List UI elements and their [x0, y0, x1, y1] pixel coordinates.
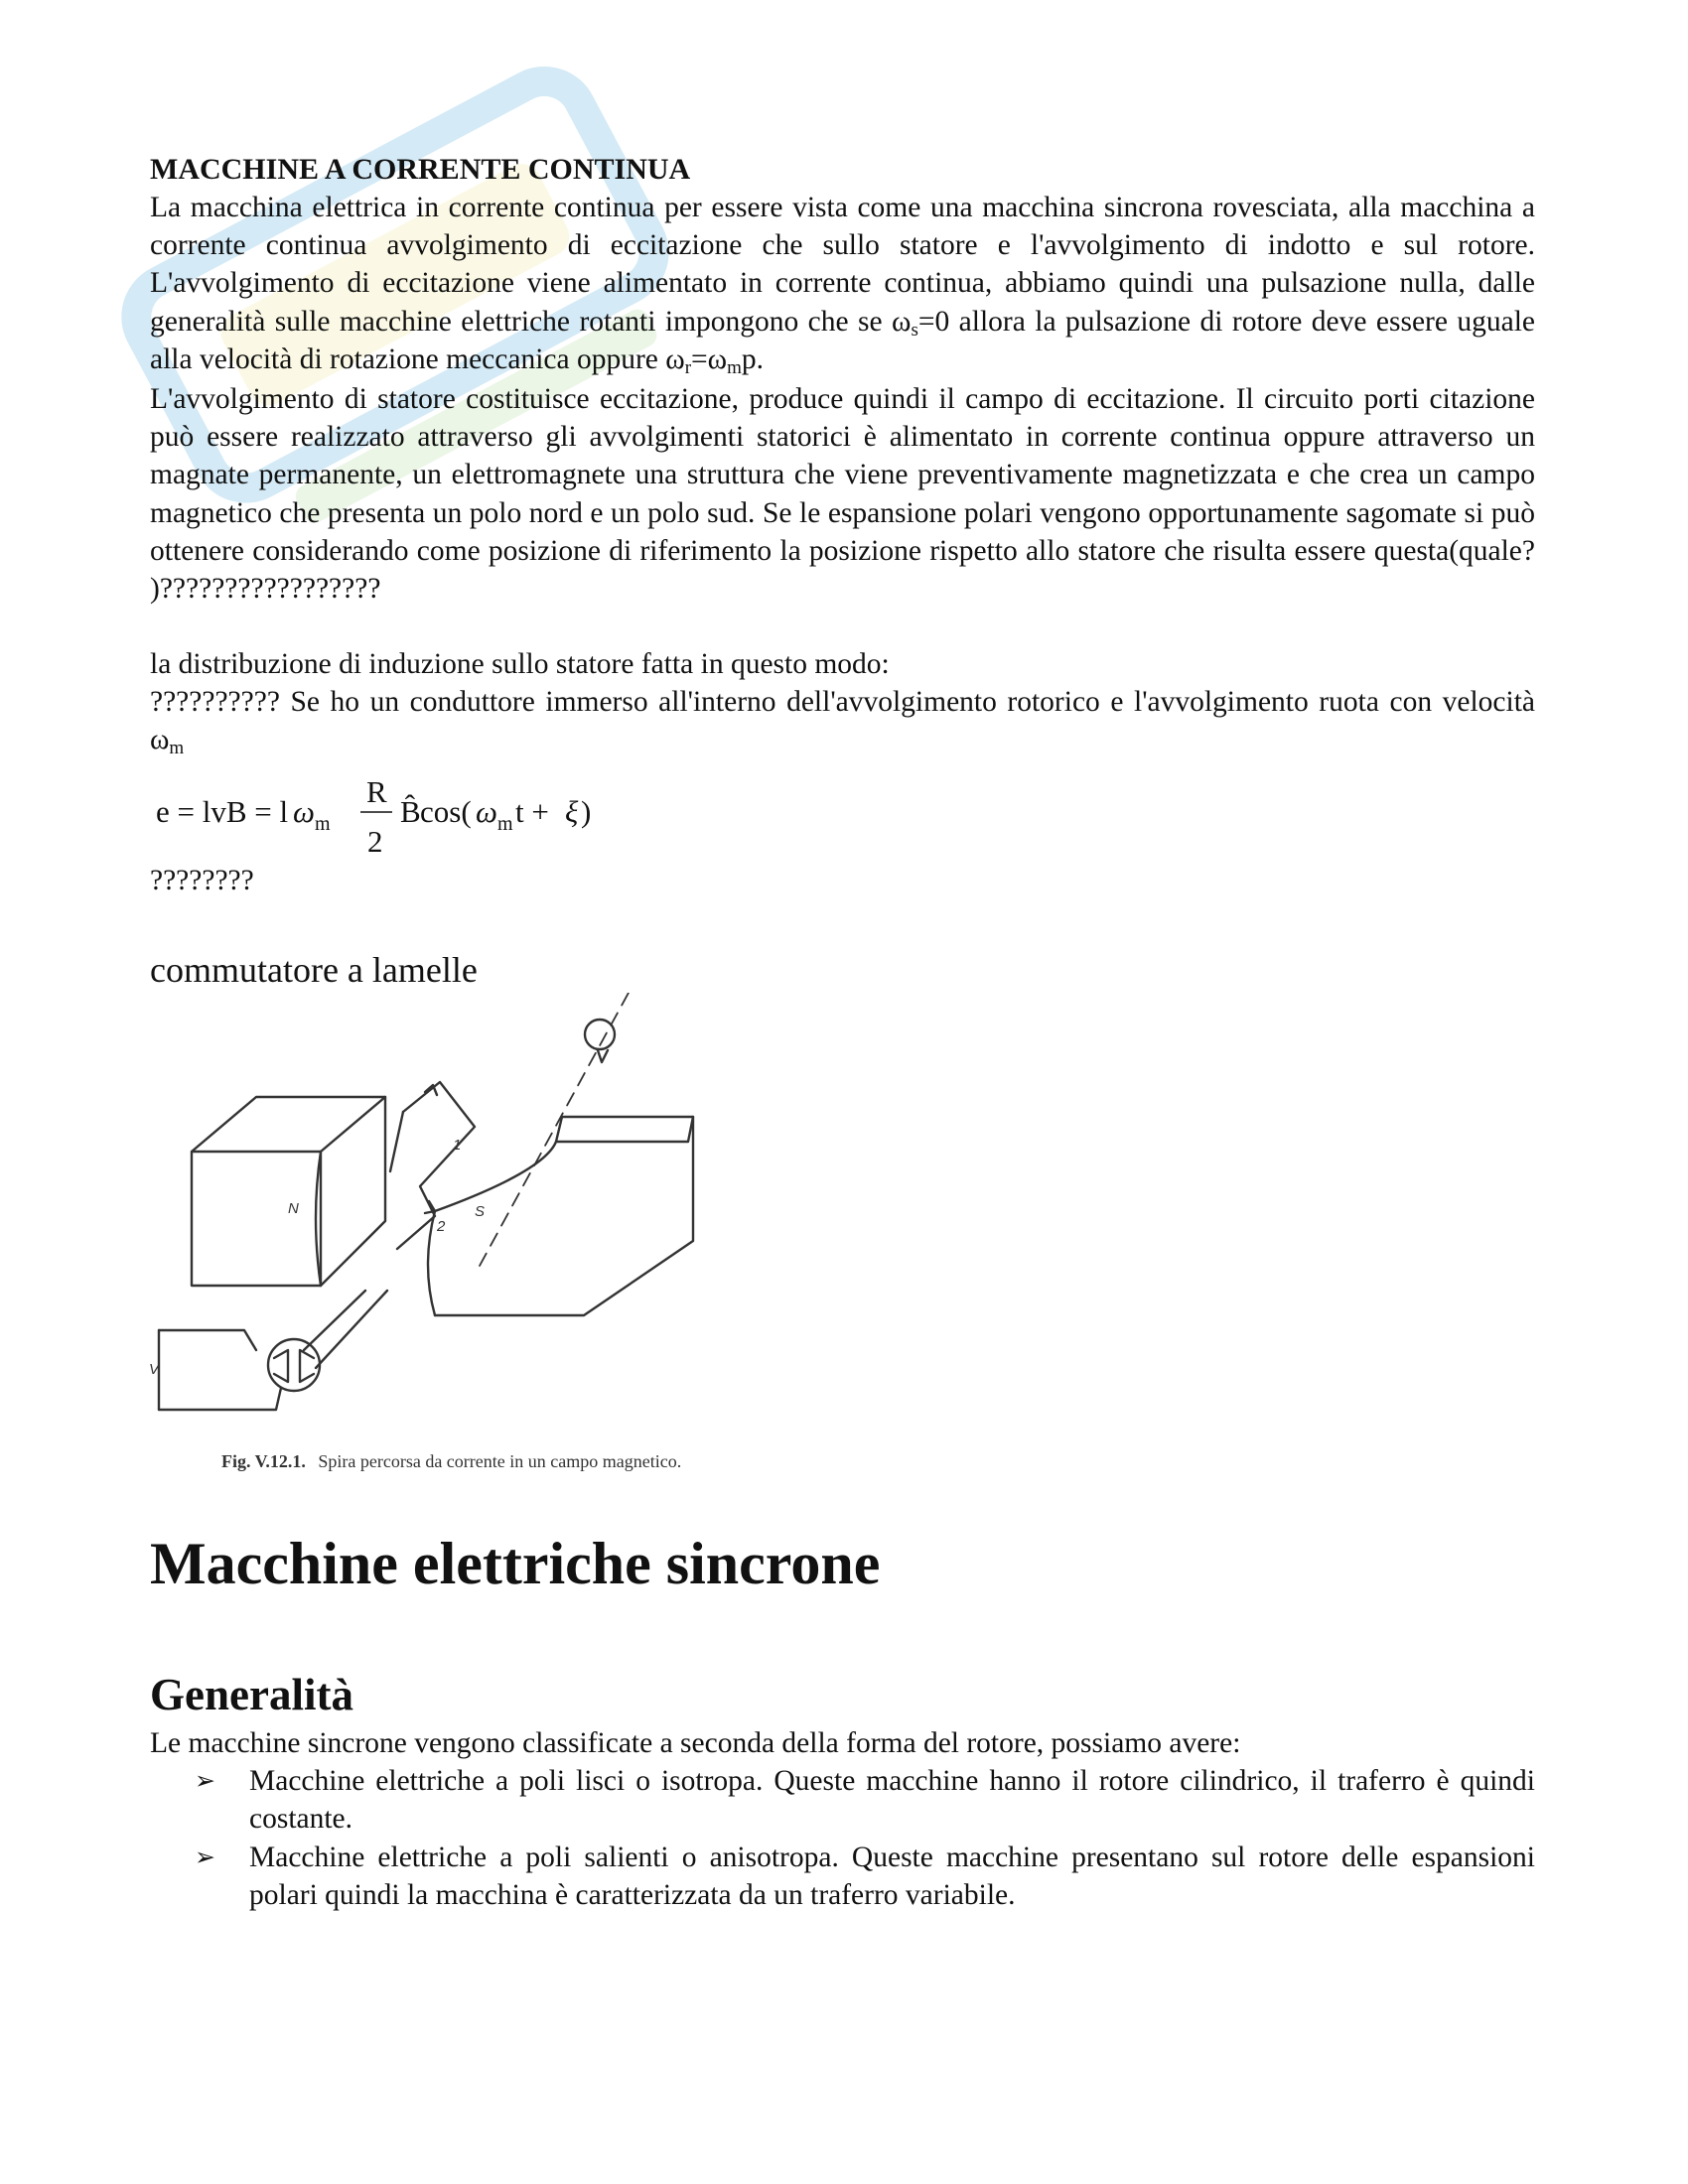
- north-label: N: [288, 1200, 299, 1217]
- svg-text:R: R: [366, 774, 387, 809]
- emf-formula: [154, 772, 670, 862]
- svg-text:ξ: ξ: [565, 794, 579, 829]
- svg-text:m: m: [315, 813, 331, 835]
- conductor-label-1: 1: [453, 1137, 462, 1154]
- rotor-types-list: [150, 1762, 1535, 1914]
- intro-text: Le macchine sincrone vengono classificate a seconda della forma del rotore, possiamo avere:: [150, 1727, 1241, 1759]
- paragraph-2: L'avvolgimento di statore costituisce eccitazione, produce quindi il campo di eccitazione. Il circuito porti citazione può essere realizzato attraverso gli avvolgimenti statorici è alimentato in corrente continua oppure attraverso un magnate permanente, un elettromagnete una struttura che viene preventivamente magnetizzata e che crea un campo magnetico che presenta un polo nord e un polo sud. Se le espansione polari vengono opportunamente sagomate si può ottenere considerando come posizione di riferimento la posizione rispetto allo statore che risulta essere questa(quale? )?????????????????: [150, 383, 1535, 606]
- south-label: S: [475, 1203, 486, 1220]
- svg-text:e = lvB = l: e = lvB = l: [156, 794, 289, 829]
- conductor-label-2: 2: [437, 1218, 446, 1235]
- intro-and-list: [150, 1724, 1535, 1914]
- voltage-label: V: [149, 1361, 160, 1378]
- paragraph-1: La macchina elettrica in corrente continua per essere vista come una macchina sincrona rovesciata, alla macchina a corrente continua avvolgimento di eccitazione che sullo statore e l'avvolgimento di indotto e sul rotore. L'avvolgimento di eccitazione viene alimentato in corrente continua, abbiamo quindi una pulsazione nulla, dalle generalità sulle macchine elettriche rotanti impongono che se $\omega_s=0$ allora la pulsazione di rotore deve essere uguale alla velocità di rotazione meccanica oppure $\omega_r=\omega_mp$.: [150, 192, 1536, 378]
- section-title: MACCHINE A CORRENTE CONTINUA: [150, 153, 691, 186]
- section-heading: Generalità: [150, 1670, 353, 1719]
- arrow-bullet-icon: ➢: [195, 1842, 215, 1871]
- svg-text:B̂: B̂: [400, 794, 421, 829]
- arrow-bullet-icon: ➢: [195, 1766, 215, 1796]
- svg-text:): ): [581, 794, 592, 829]
- figure-title: commutatore a lamelle: [150, 950, 478, 990]
- svg-text:cos(: cos(: [420, 794, 472, 829]
- svg-text:2: 2: [367, 824, 383, 859]
- figure-caption: Fig. V.12.1. Spira percorsa da corrente in un campo magnetico.: [221, 1451, 682, 1471]
- loop-figure: [137, 993, 902, 1499]
- list-item: ➢ Macchine elettriche a poli salienti o anisotropa. Queste macchine presentano sul rotore delle espansioni polari quindi la macchina è caratterizzata da un traferro variabile.: [150, 1839, 1535, 1914]
- svg-text:t +: t +: [515, 794, 549, 829]
- paragraph-4: ?????????? Se ho un conduttore immerso all'interno dell'avvolgimento rotorico e l'avvolgimento ruota con velocità $\omega_m$: [150, 686, 1535, 759]
- svg-text:ω: ω: [476, 794, 497, 829]
- svg-text:ω: ω: [293, 794, 315, 829]
- list-item: ➢ Macchine elettriche a poli lisci o isotropa. Queste macchine hanno il rotore cilindrico, il traferro è quindi costante.: [150, 1762, 1535, 1838]
- svg-text:m: m: [497, 813, 513, 835]
- chapter-heading: Macchine elettriche sincrone: [150, 1531, 881, 1596]
- paragraph-3: la distribuzione di induzione sullo statore fatta in questo modo:: [150, 648, 890, 680]
- question-marks: ????????: [150, 865, 254, 896]
